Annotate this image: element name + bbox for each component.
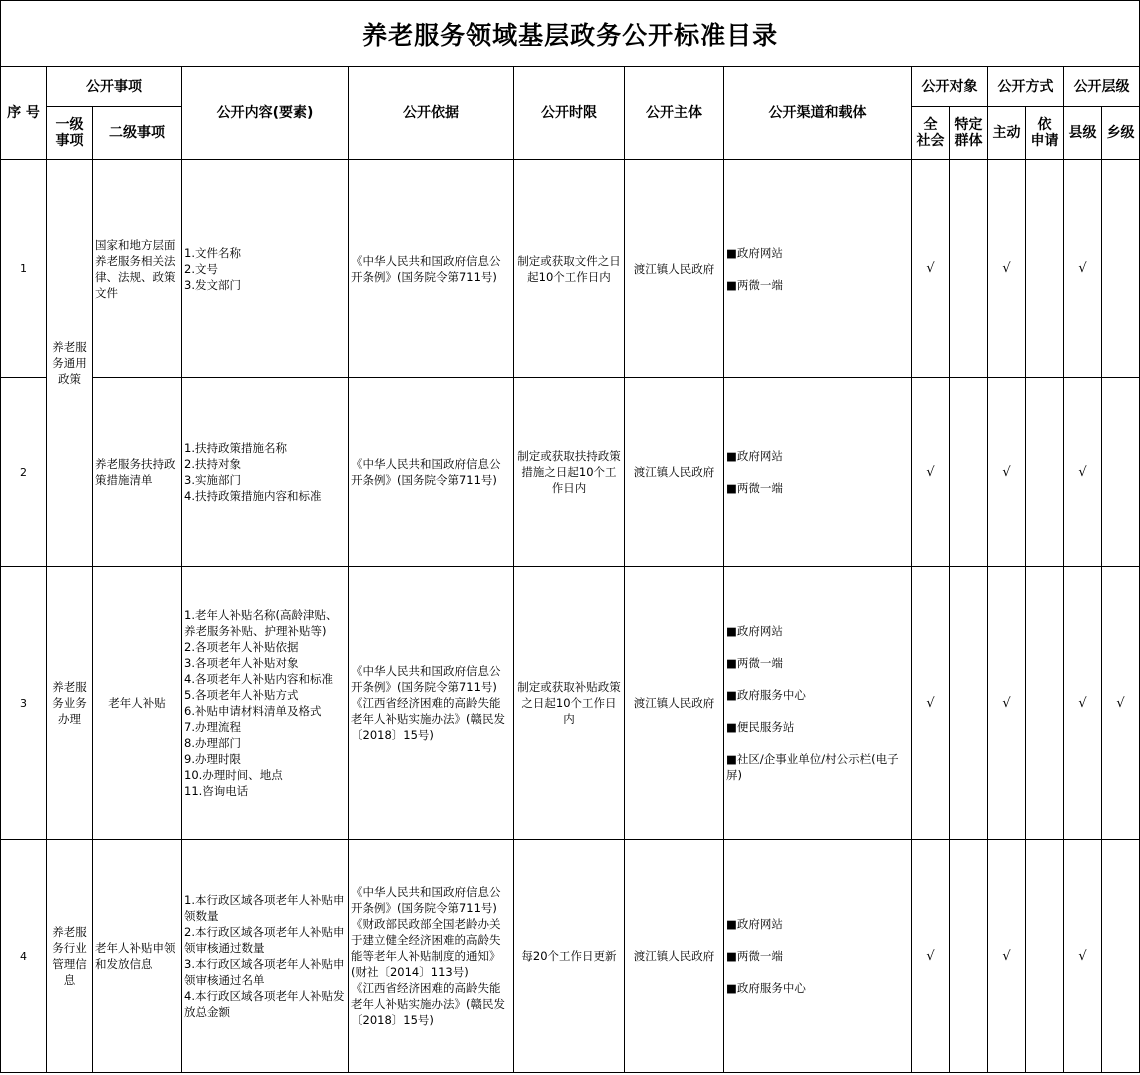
channel-item: ■政府服务中心	[726, 688, 806, 702]
header-method-request: 依 申请	[1026, 107, 1064, 160]
check-specific-group	[950, 378, 988, 567]
check-town: √	[1102, 567, 1140, 840]
basis-cell: 《中华人民共和国政府信息公开条例》(国务院令第711号)	[349, 378, 514, 567]
channel-item: ■两微一端	[726, 277, 783, 292]
level2-item: 国家和地方层面养老服务相关法律、法规、政策文件	[93, 160, 182, 378]
check-all-society: √	[912, 378, 950, 567]
header-target-group: 公开对象	[912, 67, 988, 107]
row-seq: 3	[1, 567, 47, 840]
channel-item: ■政府网站	[726, 449, 783, 463]
check-specific-group	[950, 567, 988, 840]
subject-cell: 渡江镇人民政府	[625, 840, 724, 1073]
check-town	[1102, 840, 1140, 1073]
channel-item: ■政府网站	[726, 245, 783, 260]
header-seq: 序 号	[1, 67, 47, 160]
channel-list	[726, 607, 909, 799]
header-channel: 公开渠道和载体	[724, 67, 912, 160]
check-active: √	[988, 840, 1026, 1073]
time-limit-cell: 每20个工作日更新	[514, 840, 625, 1073]
level2-item: 老年人补贴申领和发放信息	[93, 840, 182, 1073]
header-level-town: 乡级	[1102, 107, 1140, 160]
channel-item: ■两微一端	[726, 949, 783, 963]
check-county: √	[1064, 378, 1102, 567]
check-active: √	[988, 378, 1026, 567]
row-seq: 1	[1, 160, 47, 378]
content-cell: 1.本行政区域各项老年人补贴申领数量 2.本行政区域各项老年人补贴申领审核通过数量 3.本行政区域各项老年人补贴申领审核通过名单 4.本行政区域各项老年人补贴发放总金额	[182, 840, 349, 1073]
table-row	[1, 160, 1140, 378]
channel-item: ■社区/企事业单位/村公示栏(电子屏)	[726, 752, 899, 782]
check-on-request	[1026, 160, 1064, 378]
channel-item: ■政府网站	[726, 917, 783, 931]
basis-cell: 《中华人民共和国政府信息公开条例》(国务院令第711号) 《江西省经济困难的高龄失能老年人补贴实施办法》(赣民发〔2018〕15号)	[349, 567, 514, 840]
channel-cell	[724, 567, 912, 840]
row-seq: 2	[1, 378, 47, 567]
header-level2: 二级事项	[93, 107, 182, 160]
time-limit-cell: 制定或获取扶持政策措施之日起10个工作日内	[514, 378, 625, 567]
check-county: √	[1064, 567, 1102, 840]
content-cell: 1.老年人补贴名称(高龄津贴、养老服务补贴、护理补贴等) 2.各项老年人补贴依据 3.各项老年人补贴对象 4.各项老年人补贴内容和标准 5.各项老年人补贴方式 6.补贴申请材料清单及格式 7.办理流程 8.办理部门 9.办理时限 10.办理时间、地点 11.咨询电话	[182, 567, 349, 840]
basis-cell: 《中华人民共和国政府信息公开条例》(国务院令第711号) 《财政部民政部全国老龄办关于建立健全经济困难的高龄失能等老年人补贴制度的通知》(财社〔2014〕113号) 《江西省经济困难的高龄失能老年人补贴实施办法》(赣民发〔2018〕15号)	[349, 840, 514, 1073]
content-cell: 1.扶持政策措施名称 2.扶持对象 3.实施部门 4.扶持政策措施内容和标准	[182, 378, 349, 567]
table-row	[1, 378, 1140, 567]
check-county: √	[1064, 160, 1102, 378]
subject-cell: 渡江镇人民政府	[625, 567, 724, 840]
time-limit-cell: 制定或获取补贴政策之日起10个工作日内	[514, 567, 625, 840]
channel-cell	[724, 840, 912, 1073]
check-all-society: √	[912, 567, 950, 840]
channel-item: ■政府网站	[726, 624, 783, 638]
header-level1: 一级 事项	[47, 107, 93, 160]
content-cell: 1.文件名称 2.文号 3.发文部门	[182, 160, 349, 378]
check-county: √	[1064, 840, 1102, 1073]
level1-item: 养老服 务通用 政策	[47, 160, 93, 567]
header-method-active: 主动	[988, 107, 1026, 160]
check-specific-group	[950, 160, 988, 378]
header-basis: 公开依据	[349, 67, 514, 160]
channel-item: ■两微一端	[726, 656, 783, 670]
check-town	[1102, 378, 1140, 567]
check-active: √	[988, 567, 1026, 840]
table-row	[1, 840, 1140, 1073]
check-all-society: √	[912, 160, 950, 378]
channel-item: ■政府服务中心	[726, 981, 806, 995]
check-on-request	[1026, 567, 1064, 840]
channel-cell	[724, 160, 912, 378]
check-on-request	[1026, 840, 1064, 1073]
header-target-all: 全 社会	[912, 107, 950, 160]
header-time-limit: 公开时限	[514, 67, 625, 160]
level1-item: 养老服 务业务 办理	[47, 567, 93, 840]
level2-item: 老年人补贴	[93, 567, 182, 840]
level1-item: 养老服 务行业 管理信 息	[47, 840, 93, 1073]
header-items-group: 公开事项	[47, 67, 182, 107]
check-on-request	[1026, 378, 1064, 567]
check-town	[1102, 160, 1140, 378]
header-target-specific: 特定 群体	[950, 107, 988, 160]
table-row	[1, 567, 1140, 840]
level2-item: 养老服务扶持政策措施清单	[93, 378, 182, 567]
header-level-county: 县级	[1064, 107, 1102, 160]
channel-item: ■便民服务站	[726, 720, 795, 734]
channel-list	[726, 432, 909, 512]
row-seq: 4	[1, 840, 47, 1073]
channel-item: ■两微一端	[726, 481, 783, 495]
channel-cell	[724, 378, 912, 567]
channel-list	[726, 229, 909, 309]
header-method-group: 公开方式	[988, 67, 1064, 107]
header-level-group: 公开层级	[1064, 67, 1140, 107]
check-active: √	[988, 160, 1026, 378]
channel-list	[726, 900, 909, 1012]
check-specific-group	[950, 840, 988, 1073]
check-all-society: √	[912, 840, 950, 1073]
header-content: 公开内容(要素)	[182, 67, 349, 160]
basis-cell: 《中华人民共和国政府信息公开条例》(国务院令第711号)	[349, 160, 514, 378]
header-subject: 公开主体	[625, 67, 724, 160]
subject-cell: 渡江镇人民政府	[625, 378, 724, 567]
time-limit-cell: 制定或获取文件之日起10个工作日内	[514, 160, 625, 378]
page-title: 养老服务领域基层政务公开标准目录	[1, 1, 1140, 67]
subject-cell: 渡江镇人民政府	[625, 160, 724, 378]
